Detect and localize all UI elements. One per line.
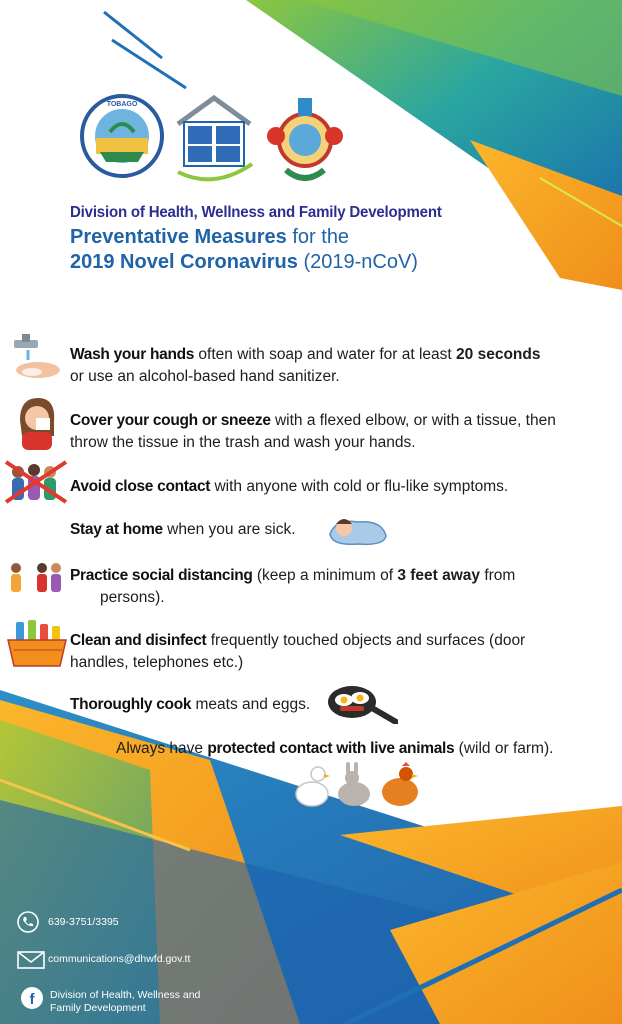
- measure-avoid-contact-title: Avoid close contact: [70, 478, 211, 495]
- measure-cover-cough-title: Cover your cough or sneeze: [70, 412, 271, 429]
- measure-live-animals-title: protected contact with live animals: [207, 740, 455, 757]
- title-bold-1: Preventative Measures: [70, 226, 287, 248]
- title-light-2: (2019-nCoV): [303, 251, 418, 273]
- title-bold-2: 2019 Novel Coronavirus: [70, 251, 298, 273]
- organization-name: Division of Health, Wellness and Family Development: [70, 204, 442, 221]
- contact-facebook: Division of Health, Wellness and Family Development: [50, 989, 201, 1014]
- hand-washing-icon: [8, 334, 64, 382]
- sneeze-icon: [14, 396, 60, 450]
- contact-phone: 639-3751/3395: [48, 916, 119, 928]
- measure-cook: Thoroughly cook meats and eggs.: [70, 696, 311, 713]
- logos-row: [80, 92, 360, 192]
- measure-live-animals: Always have protected contact with live animals (wild or farm).: [116, 740, 554, 757]
- coat-of-arms-logo: [267, 98, 343, 178]
- title-light-1: for the: [292, 226, 350, 248]
- header: [70, 204, 590, 275]
- measure-wash-hands-title: Wash your hands: [70, 346, 195, 363]
- svg-text:f: f: [29, 991, 35, 1008]
- phone-icon: [16, 910, 40, 934]
- no-crowd-icon: [4, 460, 68, 504]
- contact-email: communications@dhwfd.gov.tt: [48, 953, 191, 965]
- measure-avoid-contact: Avoid close contact with anyone with cold or flu-like symptoms.: [70, 478, 509, 495]
- cleaning-basket-icon: [6, 620, 68, 668]
- tobago-house-of-assembly-logo: [82, 96, 162, 176]
- measure-stay-home-title: Stay at home: [70, 521, 163, 538]
- title-line-1: [70, 225, 590, 250]
- measure-cook-title: Thoroughly cook: [70, 696, 192, 713]
- email-icon: [16, 948, 46, 970]
- title-line-2: [70, 250, 590, 275]
- measure-clean-disinfect: Clean and disinfect frequently touched objects and surfaces (door handles, telephones etc.): [70, 632, 526, 671]
- measure-social-distancing: Practice social distancing (keep a minimum of 3 feet away from persons).: [70, 567, 516, 606]
- measure-clean-disinfect-title: Clean and disinfect: [70, 632, 207, 649]
- measure-wash-hands: Wash your hands often with soap and water for at least 20 seconds or use an alcohol-based hand sanitizer.: [70, 346, 541, 385]
- farm-animals-icon: [292, 762, 428, 810]
- svg-text:TOBAGO: TOBAGO: [106, 101, 138, 108]
- measure-cover-cough: Cover your cough or sneeze with a flexed elbow, or with a tissue, then throw the tissue in the trash and wash your hands.: [70, 412, 556, 451]
- frying-pan-icon: [326, 678, 398, 724]
- measure-stay-home: Stay at home when you are sick.: [70, 521, 296, 538]
- social-distance-icon: [6, 560, 66, 600]
- measure-social-distancing-title: Practice social distancing: [70, 567, 253, 584]
- wellness-house-logo: [178, 98, 252, 179]
- facebook-icon: [20, 986, 44, 1010]
- sick-in-bed-icon: [326, 512, 390, 548]
